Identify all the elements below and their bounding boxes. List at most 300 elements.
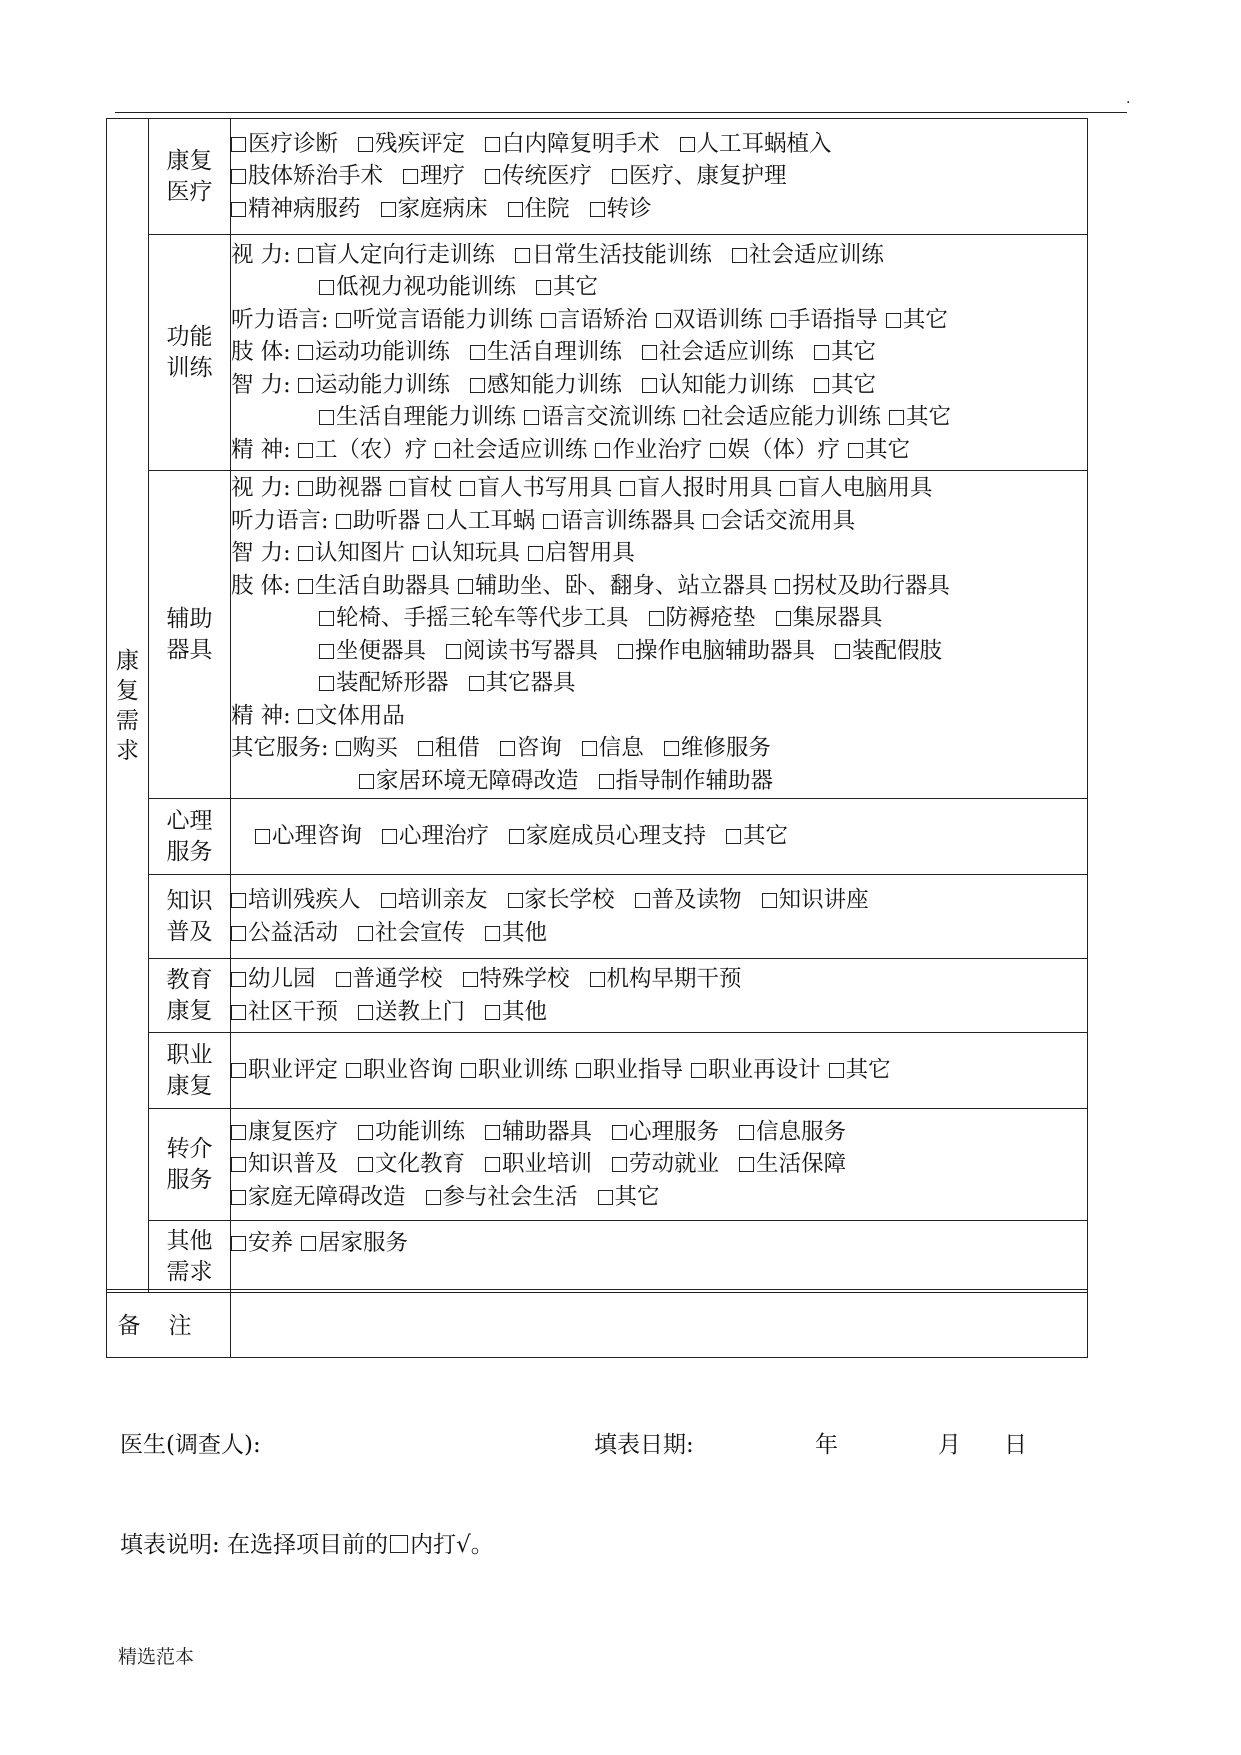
checkbox-option[interactable] — [656, 304, 763, 337]
checkbox-icon[interactable] — [485, 169, 500, 184]
checkbox-option[interactable] — [508, 884, 615, 917]
checkbox-icon[interactable] — [726, 829, 741, 844]
category-label: 听力语言: — [231, 306, 329, 333]
checkbox-icon[interactable] — [541, 313, 556, 328]
checkbox-option[interactable] — [231, 917, 338, 950]
checkbox-option[interactable] — [485, 996, 547, 1029]
checkbox-option[interactable] — [255, 820, 362, 853]
checkbox-option[interactable] — [428, 505, 535, 538]
checkbox-option[interactable] — [381, 884, 488, 917]
checkbox-icon[interactable] — [231, 1125, 246, 1140]
checkbox-option[interactable] — [458, 570, 768, 603]
checkbox-option[interactable] — [509, 820, 706, 853]
checkbox-option[interactable] — [762, 884, 869, 917]
checkbox-option[interactable] — [508, 193, 570, 226]
checkbox-option[interactable] — [528, 537, 635, 570]
checkbox-option[interactable] — [642, 369, 794, 402]
row-label-text: 职业 康复 — [166, 1041, 213, 1099]
checkbox-icon[interactable] — [656, 313, 671, 328]
checkbox-option[interactable] — [829, 1054, 891, 1087]
year-label: 年 — [815, 1432, 838, 1458]
option-label: 家庭成员心理支持 — [526, 823, 707, 850]
checkbox-icon[interactable] — [358, 137, 373, 152]
checkbox-option[interactable] — [691, 1054, 821, 1087]
checkbox-option[interactable] — [413, 537, 520, 570]
instructions-suffix: 内打√。 — [410, 1532, 494, 1558]
checkbox-option[interactable] — [598, 1181, 660, 1214]
row-label — [149, 1221, 231, 1293]
checkbox-icon[interactable] — [231, 1190, 246, 1205]
checkbox-icon[interactable] — [776, 611, 791, 626]
option-label: 日常生活技能训练 — [531, 241, 712, 268]
option-label: 认知图片 — [314, 540, 405, 566]
category-label: 视 力: — [231, 475, 291, 501]
checkbox-option[interactable] — [435, 434, 587, 467]
checkbox-icon[interactable] — [762, 893, 777, 908]
row-education — [107, 959, 1088, 1033]
checkbox-option[interactable] — [319, 401, 516, 434]
checkbox-option[interactable] — [515, 239, 712, 272]
checkbox-icon[interactable] — [508, 893, 523, 908]
checkbox-option[interactable] — [336, 505, 421, 538]
checkbox-icon[interactable] — [732, 248, 747, 263]
checkbox-icon[interactable] — [359, 774, 374, 789]
option-label: 生活自理训练 — [486, 339, 622, 366]
checkbox-icon[interactable] — [620, 481, 635, 496]
checkbox-icon[interactable] — [485, 926, 500, 941]
checkbox-option[interactable] — [612, 1116, 719, 1149]
section-label-cell — [107, 119, 149, 1293]
checkbox-option[interactable] — [298, 434, 428, 467]
checkbox-icon[interactable] — [301, 1236, 316, 1251]
checkbox-icon[interactable] — [470, 378, 485, 393]
checkbox-option[interactable] — [500, 732, 562, 765]
checkbox-option[interactable] — [319, 271, 516, 304]
checkbox-icon[interactable] — [590, 972, 605, 987]
option-label: 精神病服药 — [248, 195, 361, 222]
referral-options — [231, 1109, 1088, 1221]
checkbox-option[interactable] — [771, 304, 878, 337]
checkbox-icon[interactable] — [336, 514, 351, 529]
checkbox-icon[interactable] — [775, 579, 790, 594]
checkbox-option[interactable] — [358, 917, 465, 950]
checkbox-option[interactable] — [485, 917, 547, 950]
checkbox-icon[interactable] — [231, 1157, 246, 1172]
checkbox-icon[interactable] — [590, 202, 605, 217]
checkbox-option[interactable] — [358, 996, 465, 1029]
option-label: 社区干预 — [248, 998, 339, 1025]
checkbox-icon[interactable] — [771, 313, 786, 328]
checkbox-icon[interactable] — [231, 926, 246, 941]
checkbox-icon[interactable] — [428, 514, 443, 529]
checkbox-icon[interactable] — [684, 410, 699, 425]
checkbox-icon[interactable] — [780, 481, 795, 496]
checkbox-icon[interactable] — [524, 410, 539, 425]
checkbox-option[interactable] — [612, 1148, 719, 1181]
option-label: 心理服务 — [629, 1118, 720, 1145]
row-label-text: 康复 医疗 — [166, 147, 213, 205]
option-label: 机构早期干预 — [606, 966, 742, 992]
checkbox-option[interactable] — [485, 160, 592, 193]
checkbox-option[interactable] — [346, 1054, 453, 1087]
checkbox-option[interactable] — [298, 570, 450, 603]
checkbox-icon[interactable] — [739, 1125, 754, 1140]
checkbox-icon[interactable] — [358, 1125, 373, 1140]
checkbox-option[interactable] — [358, 1116, 465, 1149]
checkbox-option[interactable] — [886, 304, 948, 337]
checkbox-icon[interactable] — [598, 1190, 613, 1205]
checkbox-icon[interactable] — [435, 443, 450, 458]
option-label: 拐杖及助行器具 — [792, 572, 950, 599]
checkbox-icon[interactable] — [543, 514, 558, 529]
row-label-text: 知识 普及 — [166, 887, 213, 945]
checkbox-icon[interactable] — [298, 345, 313, 360]
row-label-text: 辅助 器具 — [166, 605, 213, 663]
checkbox-icon[interactable] — [231, 972, 246, 987]
checkbox-icon[interactable] — [599, 774, 614, 789]
option-label: 集尿器具 — [792, 605, 883, 631]
option-label: 盲人报时用具 — [637, 475, 773, 501]
checkbox-option[interactable] — [485, 1116, 592, 1149]
option-label: 生活保障 — [756, 1151, 847, 1178]
checkbox-icon[interactable] — [403, 169, 418, 184]
category-label: 肢 体: — [231, 339, 291, 366]
option-label: 康复医疗 — [248, 1118, 339, 1145]
checkbox-icon[interactable] — [485, 1005, 500, 1020]
option-label: 感知能力训练 — [486, 371, 622, 398]
row-label-text: 其他 需求 — [166, 1227, 213, 1285]
checkbox-option[interactable] — [358, 1148, 465, 1181]
checkbox-option[interactable] — [298, 700, 405, 733]
checkbox-icon[interactable] — [582, 741, 597, 756]
checkbox-option[interactable] — [298, 369, 450, 402]
checkbox-icon[interactable] — [231, 202, 246, 217]
checkbox-option[interactable] — [599, 765, 774, 798]
option-label: 心理咨询 — [272, 823, 363, 850]
checkbox-icon[interactable] — [231, 137, 246, 152]
option-label: 其他 — [502, 919, 548, 946]
option-label: 装配矫形器 — [336, 670, 449, 696]
row-knowledge — [107, 875, 1088, 959]
checkbox-icon[interactable] — [319, 280, 334, 295]
row-label — [149, 471, 231, 799]
checkbox-icon[interactable] — [381, 893, 396, 908]
row-function-training — [107, 235, 1088, 471]
option-label: 文体用品 — [314, 702, 405, 729]
checkbox-icon[interactable] — [612, 1125, 627, 1140]
category-label: 精 神: — [231, 702, 291, 729]
checkbox-option[interactable] — [319, 667, 449, 700]
checkbox-option[interactable] — [485, 128, 660, 161]
checkbox-option[interactable] — [595, 434, 702, 467]
checkbox-option[interactable] — [543, 505, 695, 538]
row-medical — [107, 119, 1088, 235]
checkbox-icon[interactable] — [835, 644, 850, 659]
checkbox-option[interactable] — [469, 667, 576, 700]
checkbox-icon[interactable] — [319, 676, 334, 691]
row-label — [149, 1033, 231, 1109]
option-label: 白内障复明手术 — [502, 130, 660, 157]
checkbox-option[interactable] — [775, 570, 950, 603]
checkbox-icon[interactable] — [298, 378, 313, 393]
checkbox-option[interactable] — [298, 239, 495, 272]
checkbox-icon[interactable] — [358, 1157, 373, 1172]
checkbox-icon[interactable] — [470, 345, 485, 360]
row-other — [107, 1221, 1088, 1293]
checkbox-option[interactable] — [359, 765, 579, 798]
row-referral — [107, 1109, 1088, 1221]
checkbox-icon[interactable] — [642, 378, 657, 393]
checkbox-icon[interactable] — [469, 676, 484, 691]
checkbox-icon[interactable] — [528, 546, 543, 561]
checkbox-icon[interactable] — [635, 893, 650, 908]
checkbox-icon[interactable] — [536, 280, 551, 295]
checkbox-icon[interactable] — [231, 1063, 246, 1078]
checkbox-icon[interactable] — [336, 741, 351, 756]
option-label: 公益活动 — [248, 919, 339, 946]
checkbox-option[interactable] — [618, 635, 815, 668]
option-label: 运动功能训练 — [314, 339, 450, 366]
row-psych — [107, 799, 1088, 875]
checkbox-option[interactable] — [381, 193, 488, 226]
checkbox-option[interactable] — [460, 472, 612, 505]
option-label: 盲人定向行走训练 — [314, 241, 495, 268]
option-label: 助视器 — [314, 475, 383, 501]
checkbox-icon[interactable] — [319, 644, 334, 659]
remarks-field[interactable] — [231, 1290, 1088, 1358]
checkbox-option[interactable] — [780, 472, 932, 505]
checkbox-option[interactable] — [732, 239, 884, 272]
checkbox-icon[interactable] — [231, 1236, 246, 1251]
rehab-needs-table — [106, 118, 1088, 1293]
checkbox-option[interactable] — [463, 963, 570, 996]
checkbox-icon[interactable] — [381, 202, 396, 217]
checkbox-option[interactable] — [298, 472, 383, 505]
month-label: 月 — [938, 1432, 961, 1458]
option-label: 维修服务 — [680, 735, 771, 761]
checkbox-icon[interactable] — [446, 644, 461, 659]
checkbox-option[interactable] — [848, 434, 910, 467]
checkbox-icon[interactable] — [231, 1005, 246, 1020]
checkbox-option[interactable] — [418, 732, 480, 765]
checkbox-icon[interactable] — [231, 169, 246, 184]
option-label: 转诊 — [606, 195, 652, 222]
checkbox-option[interactable] — [403, 160, 465, 193]
checkbox-icon[interactable] — [426, 1190, 441, 1205]
checkbox-option[interactable] — [426, 1181, 578, 1214]
option-label: 其他 — [502, 998, 548, 1025]
checkbox-option[interactable] — [776, 602, 883, 635]
checkbox-icon[interactable] — [649, 611, 664, 626]
vocational-options — [231, 1033, 1088, 1109]
checkbox-icon[interactable] — [642, 345, 657, 360]
checkbox-icon[interactable] — [595, 443, 610, 458]
checkbox-icon[interactable] — [336, 972, 351, 987]
checkbox-option[interactable] — [814, 336, 876, 369]
checkbox-option[interactable] — [319, 602, 629, 635]
checkbox-icon[interactable] — [508, 202, 523, 217]
option-label: 其它器具 — [485, 670, 576, 696]
checkbox-option[interactable] — [231, 128, 338, 161]
checkbox-icon[interactable] — [829, 1063, 844, 1078]
checkbox-icon[interactable] — [298, 546, 313, 561]
option-label: 信息服务 — [756, 1118, 847, 1145]
checkbox-option[interactable] — [726, 820, 788, 853]
checkbox-icon[interactable] — [485, 1157, 500, 1172]
checkbox-option[interactable] — [319, 635, 426, 668]
checkbox-icon[interactable] — [889, 410, 904, 425]
checkbox-option[interactable] — [635, 884, 742, 917]
option-label: 家居环境无障碍改造 — [376, 767, 579, 794]
checkbox-icon[interactable] — [612, 1157, 627, 1172]
checkbox-option[interactable] — [541, 304, 648, 337]
checkbox-icon[interactable] — [500, 741, 515, 756]
checkbox-icon[interactable] — [298, 709, 313, 724]
checkbox-option[interactable] — [582, 732, 644, 765]
checkbox-option[interactable] — [620, 472, 772, 505]
option-label: 双语训练 — [672, 306, 763, 333]
checkbox-option[interactable] — [470, 336, 622, 369]
checkbox-option[interactable] — [461, 1054, 568, 1087]
checkbox-icon[interactable] — [680, 137, 695, 152]
checkbox-icon[interactable] — [255, 829, 270, 844]
option-label: 其它 — [743, 823, 789, 850]
checkbox-option[interactable] — [231, 1181, 406, 1214]
checkbox-icon[interactable] — [358, 926, 373, 941]
checkbox-option[interactable] — [649, 602, 756, 635]
checkbox-icon[interactable] — [382, 829, 397, 844]
checkbox-option[interactable] — [835, 635, 942, 668]
option-label: 住院 — [524, 195, 570, 222]
checkbox-option[interactable] — [231, 160, 383, 193]
option-label: 居家服务 — [318, 1230, 409, 1256]
checkbox-icon[interactable] — [814, 378, 829, 393]
checkbox-icon[interactable] — [319, 410, 334, 425]
checkbox-icon[interactable] — [298, 443, 313, 458]
checkbox-icon[interactable] — [298, 248, 313, 263]
checkbox-option[interactable] — [814, 369, 876, 402]
checkbox-icon[interactable] — [460, 481, 475, 496]
checkbox-icon[interactable] — [358, 1005, 373, 1020]
checkbox-option[interactable] — [231, 963, 316, 996]
checkbox-option[interactable] — [336, 732, 398, 765]
checkbox-icon[interactable] — [691, 1063, 706, 1078]
checkbox-option[interactable] — [298, 336, 450, 369]
checkbox-option[interactable] — [470, 369, 622, 402]
checkbox-icon[interactable] — [418, 741, 433, 756]
checkbox-icon[interactable] — [576, 1063, 591, 1078]
checkbox-option[interactable] — [231, 1054, 338, 1087]
checkbox-option[interactable] — [231, 1227, 293, 1260]
checkbox-icon[interactable] — [515, 248, 530, 263]
checkbox-option[interactable] — [446, 635, 598, 668]
option-label: 会话交流用具 — [720, 507, 856, 534]
checkbox-icon[interactable] — [390, 481, 405, 496]
checkbox-icon[interactable] — [814, 345, 829, 360]
checkbox-option[interactable] — [231, 884, 361, 917]
option-label: 职业咨询 — [363, 1057, 454, 1084]
checkbox-option[interactable] — [590, 963, 742, 996]
checkbox-icon[interactable] — [509, 829, 524, 844]
checkbox-icon[interactable] — [710, 443, 725, 458]
checkbox-icon[interactable] — [319, 611, 334, 626]
checkbox-option[interactable] — [703, 505, 855, 538]
checkbox-icon[interactable] — [346, 1063, 361, 1078]
checkbox-icon[interactable] — [298, 481, 313, 496]
checkbox-icon[interactable] — [848, 443, 863, 458]
checkbox-icon[interactable] — [413, 546, 428, 561]
checkbox-icon[interactable] — [664, 741, 679, 756]
checkbox-option[interactable] — [576, 1054, 683, 1087]
checkbox-option[interactable] — [390, 472, 452, 505]
checkbox-icon[interactable] — [463, 972, 478, 987]
checkbox-option[interactable] — [684, 401, 881, 434]
section-label: 康 复 需 求 — [116, 647, 139, 764]
option-label: 辅助坐、卧、翻身、站立器具 — [474, 572, 768, 599]
checkbox-icon[interactable] — [461, 1063, 476, 1078]
checkbox-option[interactable] — [485, 1148, 592, 1181]
option-label: 其它 — [830, 339, 876, 366]
checkbox-option[interactable] — [612, 160, 787, 193]
checkbox-option[interactable] — [301, 1227, 408, 1260]
checkbox-option[interactable] — [536, 271, 598, 304]
checkbox-option[interactable] — [231, 1148, 338, 1181]
option-label: 职业培训 — [502, 1151, 593, 1178]
checkbox-option[interactable] — [231, 996, 338, 1029]
checkbox-option[interactable] — [739, 1116, 846, 1149]
checkbox-icon[interactable] — [618, 644, 633, 659]
fill-instructions — [120, 1526, 494, 1559]
option-label: 培训残疾人 — [248, 887, 361, 913]
checkbox-icon[interactable] — [336, 313, 351, 328]
checkbox-icon[interactable] — [703, 514, 718, 529]
checkbox-option[interactable] — [382, 820, 489, 853]
checkbox-option[interactable] — [231, 1116, 338, 1149]
checkbox-option[interactable] — [680, 128, 832, 161]
checkbox-icon[interactable] — [485, 137, 500, 152]
checkbox-option[interactable] — [664, 732, 771, 765]
checkbox-option[interactable] — [590, 193, 652, 226]
row-label — [149, 235, 231, 471]
checkbox-icon[interactable] — [298, 579, 313, 594]
row-assistive-devices — [107, 471, 1088, 799]
checkbox-option[interactable] — [336, 963, 443, 996]
checkbox-option[interactable] — [739, 1148, 846, 1181]
checkbox-icon[interactable] — [886, 313, 901, 328]
checkbox-option[interactable] — [524, 401, 676, 434]
option-label: 生活自理能力训练 — [336, 404, 517, 431]
option-label: 培训亲友 — [397, 887, 488, 913]
day-label: 日 — [1004, 1432, 1027, 1458]
option-label: 其它 — [845, 1057, 891, 1084]
checkbox-icon[interactable] — [458, 579, 473, 594]
option-label: 社会适应能力训练 — [701, 404, 882, 431]
checkbox-option[interactable] — [358, 128, 465, 161]
checkbox-option[interactable] — [231, 193, 361, 226]
checkbox-icon[interactable] — [739, 1157, 754, 1172]
checkbox-option[interactable] — [710, 434, 840, 467]
checkbox-icon[interactable] — [612, 169, 627, 184]
option-label: 低视力视功能训练 — [336, 274, 517, 301]
checkbox-option[interactable] — [336, 304, 533, 337]
checkbox-icon[interactable] — [485, 1125, 500, 1140]
checkbox-option[interactable] — [889, 401, 951, 434]
checkbox-icon[interactable] — [231, 893, 246, 908]
checkbox-option[interactable] — [298, 537, 405, 570]
checkbox-option[interactable] — [642, 336, 794, 369]
option-label: 心理治疗 — [399, 823, 490, 850]
option-label: 娱（体）疗 — [727, 436, 840, 463]
